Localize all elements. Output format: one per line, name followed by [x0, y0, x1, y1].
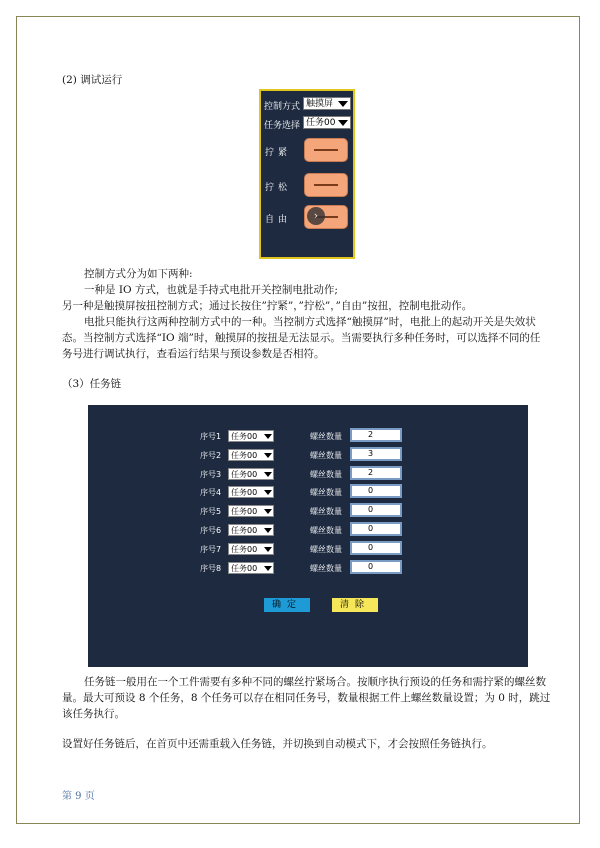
control-mode-label: 控制方式 — [264, 102, 301, 112]
screw-count-label: 螺丝数量 — [310, 488, 342, 498]
chevron-down-icon — [264, 453, 272, 458]
task-row — [88, 486, 528, 500]
task-select[interactable] — [228, 486, 274, 498]
task-select-value: 任务00 — [231, 507, 258, 517]
sequence-label: 序号8 — [200, 563, 222, 573]
section-title-debug: (2) 调试运行 — [62, 74, 123, 86]
screw-count-input[interactable]: 3 — [350, 447, 402, 461]
task-select-value: 任务00 — [231, 450, 258, 460]
screw-count-input[interactable]: 0 — [350, 503, 402, 517]
chevron-down-icon — [264, 566, 272, 571]
task-select-value: 任务00 — [231, 488, 258, 498]
debug-panel — [259, 89, 355, 259]
task-row — [88, 449, 528, 463]
chevron-down-icon — [338, 120, 348, 126]
button-bar-icon — [314, 149, 338, 151]
para3-line2: 量。最大可预设 8 个任务，8 个任务可以存在相同任务号，数量根据工件上螺丝数量设置；为 0 时，跳过 — [62, 692, 551, 704]
button-bar-icon — [314, 184, 338, 186]
para3-line1: 任务链一般用在一个工件需要有多种不同的螺丝拧紧场合。按顺序执行预设的任务和需拧紧的螺丝数 — [84, 676, 546, 688]
para1-line2: 一种是 IO 方式，也就是手持式电批开关控制电批动作; — [84, 284, 338, 296]
screw-count-label: 螺丝数量 — [310, 450, 342, 460]
task-select-value: 任务00 — [306, 118, 336, 128]
loosen-button[interactable] — [304, 173, 348, 197]
task-select[interactable] — [228, 562, 274, 574]
screw-count-label: 螺丝数量 — [310, 544, 342, 554]
chevron-down-icon — [264, 490, 272, 495]
page-number: 第 9 页 — [62, 791, 95, 802]
sequence-label: 序号3 — [200, 469, 222, 479]
chevron-down-icon — [264, 434, 272, 439]
task-select-value: 任务00 — [231, 526, 258, 535]
chevron-down-icon — [264, 528, 272, 533]
para2-line1: 电批只能执行这两种控制方式中的一种。当控制方式选择“触摸屏”时，电批上的起动开关是失效状 — [84, 316, 536, 328]
sequence-label: 序号6 — [200, 526, 222, 535]
screw-count-input[interactable]: 0 — [350, 522, 402, 536]
loosen-label: 拧松 — [265, 183, 292, 193]
clear-button[interactable]: 清除 — [332, 598, 378, 612]
screw-count-label: 螺丝数量 — [310, 526, 342, 535]
task-select-value: 任务00 — [231, 432, 258, 441]
task-select[interactable] — [228, 430, 274, 442]
task-row — [88, 543, 528, 557]
chevron-down-icon — [338, 101, 348, 107]
screw-count-input[interactable]: 2 — [350, 466, 402, 480]
para3-line3: 该任务执行。 — [62, 708, 125, 720]
task-select[interactable] — [228, 543, 274, 555]
sequence-label: 序号2 — [200, 450, 222, 460]
screw-count-label: 螺丝数量 — [310, 432, 342, 441]
para2-line2: 态。当控制方式选择“IO 端”时，触摸屏的按扭是无法显示。当需要执行多种任务时，可以选择不同的任 — [62, 332, 541, 344]
screw-count-label: 螺丝数量 — [310, 563, 342, 573]
arrow-right-icon[interactable]: › — [307, 207, 325, 225]
sequence-label: 序号1 — [200, 432, 222, 441]
chevron-down-icon — [264, 509, 272, 514]
control-mode-value: 触摸屏 — [306, 99, 334, 109]
para2-line3: 务号进行调试执行，查看运行结果与预设参数是否相符。 — [62, 348, 325, 360]
para4: 设置好任务链后，在首页中还需重载入任务链，并切换到自动模式下，才会按照任务链执行。 — [62, 738, 493, 750]
sequence-label: 序号5 — [200, 507, 222, 517]
task-select[interactable] — [228, 505, 274, 517]
task-row — [88, 562, 528, 576]
screw-count-input[interactable]: 2 — [350, 428, 402, 442]
task-select-label: 任务选择 — [264, 121, 301, 131]
task-select[interactable] — [228, 468, 274, 480]
para1-line1: 控制方式分为如下两种: — [84, 268, 193, 280]
chevron-down-icon — [264, 472, 272, 477]
task-row — [88, 524, 528, 538]
tighten-label: 拧紧 — [265, 148, 292, 158]
task-select-value: 任务00 — [231, 563, 258, 573]
task-row — [88, 505, 528, 519]
task-row — [88, 430, 528, 444]
sequence-label: 序号4 — [200, 488, 222, 498]
section-title-task-chain: （3）任务链 — [62, 378, 122, 390]
screw-count-input[interactable]: 0 — [350, 484, 402, 498]
screw-count-input[interactable]: 0 — [350, 541, 402, 555]
task-select[interactable] — [228, 524, 274, 536]
screw-count-label: 螺丝数量 — [310, 507, 342, 517]
screw-count-input[interactable]: 0 — [350, 560, 402, 574]
screw-count-label: 螺丝数量 — [310, 469, 342, 479]
task-select-value: 任务00 — [231, 469, 258, 479]
confirm-button[interactable]: 确定 — [264, 598, 310, 612]
control-mode-select[interactable] — [303, 97, 351, 110]
free-button[interactable] — [304, 205, 348, 229]
sequence-label: 序号7 — [200, 544, 222, 554]
free-label: 自由 — [265, 215, 292, 225]
task-chain-panel — [88, 405, 528, 667]
tighten-button[interactable] — [304, 138, 348, 162]
chevron-down-icon — [264, 547, 272, 552]
task-row — [88, 468, 528, 482]
para1-line3: 另一种是触摸屏按扭控制方式；通过长按住”拧紧”，”拧松”，”自由”按扭，控制电批动作。 — [62, 300, 473, 312]
task-select-value: 任务00 — [231, 544, 258, 554]
task-select[interactable] — [228, 449, 274, 461]
task-select[interactable] — [303, 116, 351, 129]
